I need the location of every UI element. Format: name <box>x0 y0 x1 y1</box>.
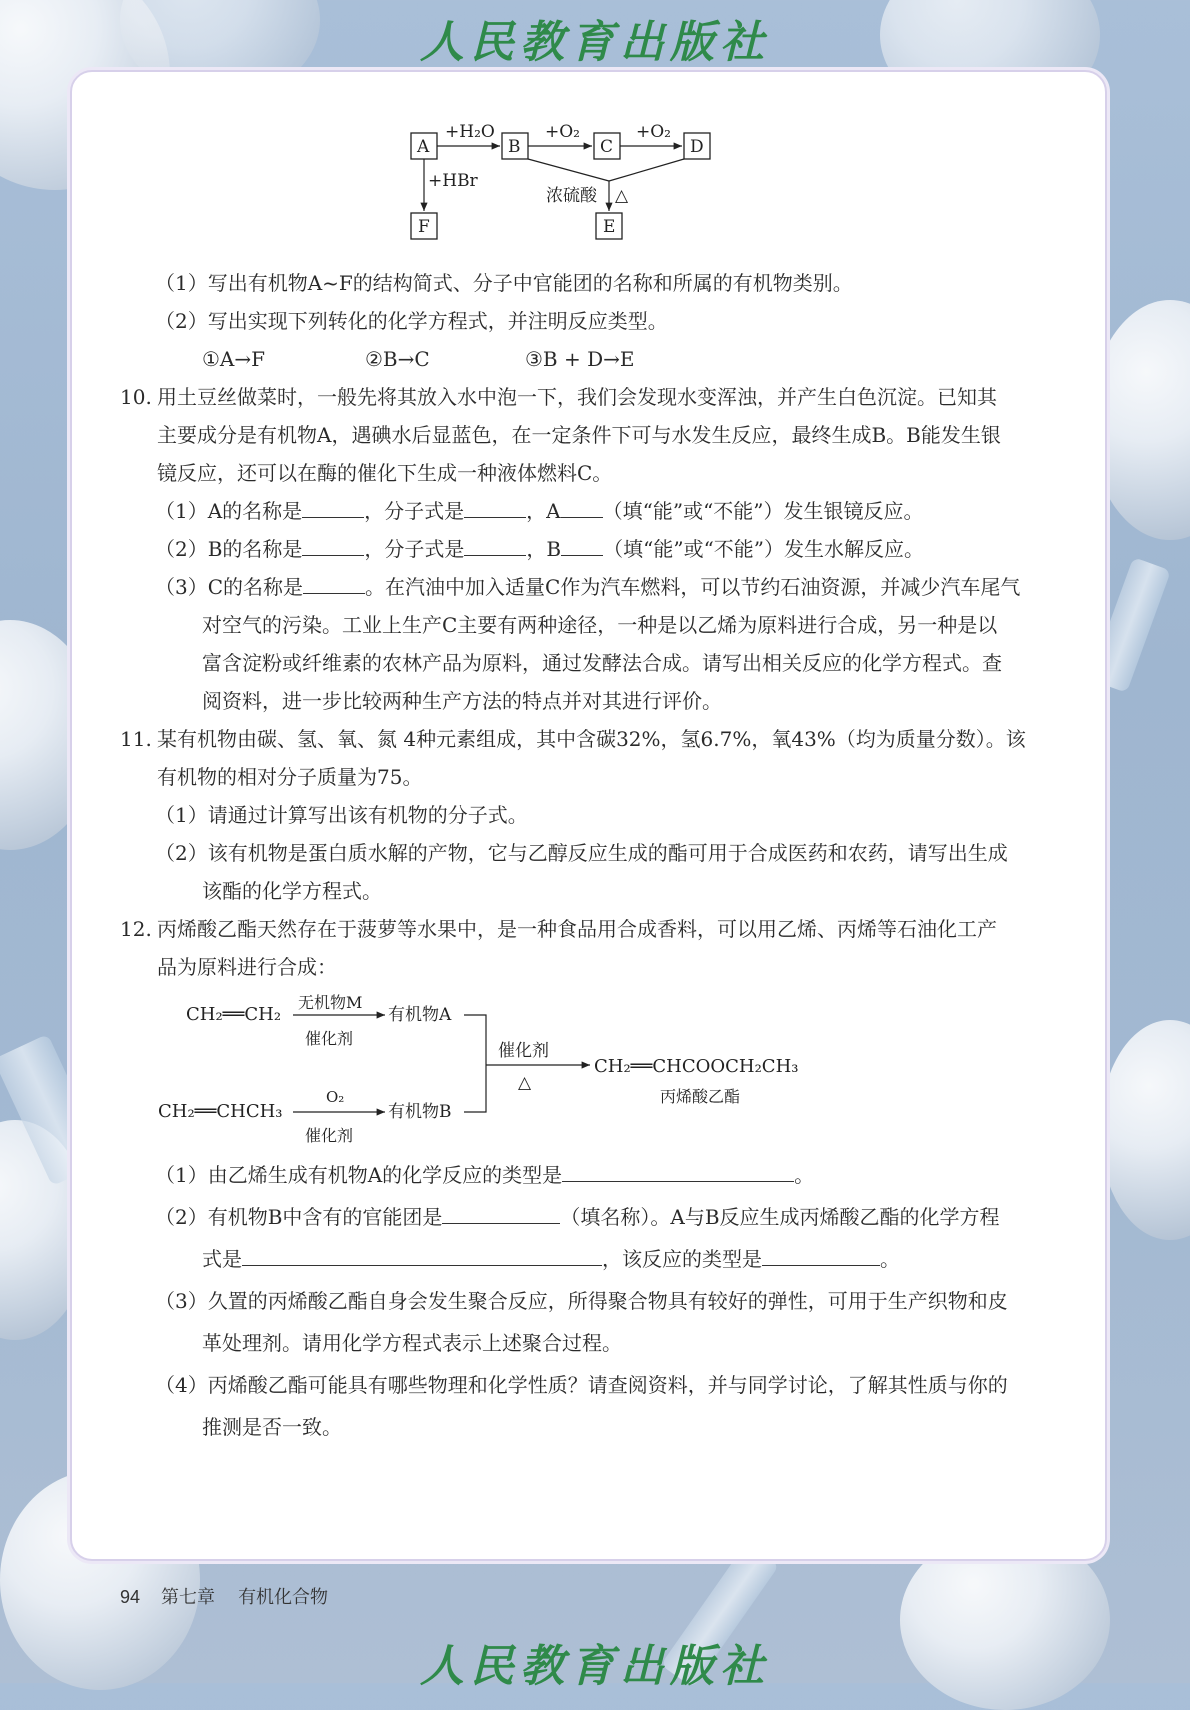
line-b-merge <box>528 159 609 181</box>
node-e-label: E <box>603 217 616 237</box>
q12-p2-text-a: （2）有机物B中含有的官能团是 <box>155 1205 443 1229</box>
publisher-logo: 人民教育出版社 <box>420 17 770 68</box>
reagent-m-label: 无机物M <box>298 993 363 1012</box>
q10-p3-text-a: （3）C的名称是 <box>155 575 304 599</box>
answer-blank[interactable] <box>442 1201 560 1224</box>
q12-p2-text-e: 。 <box>880 1247 900 1271</box>
q12-part3: （3）久置的丙烯酸乙酯自身会发生聚合反应，所得聚合物具有较好的弹性，可用于生产织物和皮 <box>155 1289 1008 1313</box>
chapter-title: 有机化合物 <box>238 1587 329 1607</box>
line-d-merge <box>609 159 684 181</box>
q11-part2: （2）该有机物是蛋白质水解的产物，它与乙醇反应生成的酯可用于合成医药和农药，请写出生成 <box>155 841 1008 865</box>
node-a-label: A <box>417 137 430 157</box>
catalyst-label-1: 催化剂 <box>305 1029 354 1048</box>
q12-p2-text-b: （填名称）。A与B反应生成丙烯酸乙酯的化学方程 <box>560 1205 1000 1229</box>
q10-p2-text-c: ，B <box>526 537 562 561</box>
node-c-label: C <box>600 137 614 157</box>
chapter-label: 第七章 <box>161 1587 216 1607</box>
answer-blank[interactable] <box>303 571 365 594</box>
q10-stem-line1: 用土豆丝做菜时，一般先将其放入水中泡一下，我们会发现水变浑浊，并产生白色沉淀。已知其 <box>157 385 997 409</box>
q12-part2-line2 <box>202 1240 900 1278</box>
q10-p2-text-b: ，分子式是 <box>364 537 465 561</box>
heat-symbol: △ <box>615 186 629 206</box>
answer-blank[interactable] <box>561 495 603 518</box>
q12-part3-line2: 革处理剂。请用化学方程式表示上述聚合过程。 <box>202 1331 622 1355</box>
q12-p1-text-a: （1）由乙烯生成有机物A的化学反应的类型是 <box>155 1163 563 1187</box>
node-b-label: B <box>508 137 521 157</box>
q9-item-3: ③B + D→E <box>525 347 635 371</box>
q10-p1-text-c: ，A <box>526 499 561 523</box>
q10-p2-text-a: （2）B的名称是 <box>155 537 303 561</box>
organic-b-label: 有机物B <box>388 1102 452 1122</box>
reagent-hbr: +HBr <box>428 171 478 191</box>
oxygen-label: O₂ <box>326 1088 345 1106</box>
q11-stem-line1: 某有机物由碳、氢、氧、氮 4种元素组成，其中含碳32%，氢6.7%，氧43%（均为质量分数）。该 <box>157 727 1026 751</box>
q11-part1: （1）请通过计算写出该有机物的分子式。 <box>155 803 528 827</box>
q10-p1-text-b: ，分子式是 <box>364 499 465 523</box>
q10-part3-line3: 富含淀粉或纤维素的农林产品为原料，通过发酵法合成。请写出相关反应的化学方程式。查 <box>202 651 1002 675</box>
node-f-label: F <box>418 217 430 237</box>
heat-symbol-2: △ <box>518 1073 532 1093</box>
q11-stem-line2: 有机物的相对分子质量为75。 <box>157 765 423 789</box>
q12-stem-line2: 品为原料进行合成： <box>157 955 337 979</box>
q11-part2-line2: 该酯的化学方程式。 <box>202 879 382 903</box>
page-number: 94 <box>120 1587 141 1607</box>
q10-stem-line3: 镜反应，还可以在酶的催化下生成一种液体燃料C。 <box>157 461 613 485</box>
q12-p1-text-b: 。 <box>794 1163 815 1187</box>
product-name: 丙烯酸乙酯 <box>660 1087 741 1106</box>
reagent-o2-2: +O₂ <box>636 122 671 142</box>
q9-part1: （1）写出有机物A~F的结构简式、分子中官能团的名称和所属的有机物类别。 <box>155 271 853 295</box>
q12-part2 <box>155 1198 1000 1236</box>
answer-blank[interactable] <box>302 533 364 556</box>
ethylene-formula: CH₂══CH₂ <box>186 1004 282 1025</box>
q10-stem-line2: 主要成分是有机物A，遇碘水后显蓝色，在一定条件下可与水发生反应，最终生成B。B能发生银 <box>157 423 1001 447</box>
answer-blank[interactable] <box>762 1243 880 1266</box>
q9-item-1: ①A→F <box>202 347 266 371</box>
catalyst-label-mid: 催化剂 <box>498 1041 549 1061</box>
answer-blank[interactable] <box>562 1159 794 1182</box>
synthesis-route-diagram <box>0 990 1190 1160</box>
q10-part3-line2: 对空气的污染。工业上生产C主要有两种途径，一种是以乙烯为原料进行合成，另一种是以 <box>202 613 998 637</box>
q12-number: 12. <box>120 917 152 941</box>
answer-blank[interactable] <box>464 533 526 556</box>
q10-part3-line4: 阅资料，进一步比较两种生产方法的特点并对其进行评价。 <box>202 689 722 713</box>
q12-p2-text-c: 式是 <box>202 1247 242 1271</box>
answer-blank[interactable] <box>302 495 364 518</box>
q11-number: 11. <box>120 727 152 751</box>
propene-formula: CH₂══CHCH₃ <box>158 1101 283 1122</box>
q10-number: 10. <box>120 385 152 409</box>
reagent-sulfuric-acid: 浓硫酸 <box>546 186 597 206</box>
q10-p2-text-d: （填“能”或“不能”）发生水解反应。 <box>603 537 925 561</box>
q12-part4-line2: 推测是否一致。 <box>202 1415 342 1439</box>
q10-p3-text-b: 。在汽油中加入适量C作为汽车燃料，可以节约石油资源，并减少汽车尾气 <box>365 575 1021 599</box>
q10-part2 <box>155 530 924 568</box>
page-footer <box>120 1583 328 1609</box>
organic-a-label: 有机物A <box>388 1005 452 1025</box>
q9-part2: （2）写出实现下列转化的化学方程式，并注明反应类型。 <box>155 309 668 333</box>
q12-p2-text-d: ，该反应的类型是 <box>602 1247 762 1271</box>
q10-part1 <box>155 492 924 530</box>
q12-stem-line1: 丙烯酸乙酯天然存在于菠萝等水果中，是一种食品用合成香料，可以用乙烯、丙烯等石油化工产 <box>157 917 997 941</box>
q12-part4: （4）丙烯酸乙酯可能具有哪些物理和化学性质？请查阅资料，并与同学讨论，了解其性质与你的 <box>155 1373 1008 1397</box>
q10-part3 <box>155 568 1020 606</box>
answer-blank[interactable] <box>561 533 603 556</box>
reagent-o2-1: +O₂ <box>545 122 580 142</box>
bracket-a <box>464 1015 486 1112</box>
product-formula: CH₂══CHCOOCH₂CH₃ <box>594 1056 799 1077</box>
q10-p1-text-a: （1）A的名称是 <box>155 499 303 523</box>
answer-blank[interactable] <box>464 495 526 518</box>
q9-item-2: ②B→C <box>365 347 430 371</box>
node-d-label: D <box>690 137 704 157</box>
publisher-logo-bottom: 人民教育出版社 <box>420 1641 770 1692</box>
answer-blank[interactable] <box>242 1243 602 1266</box>
q12-part1 <box>155 1156 814 1194</box>
catalyst-label-2: 催化剂 <box>305 1126 354 1145</box>
q10-p1-text-d: （填“能”或“不能”）发生银镜反应。 <box>602 499 924 523</box>
reagent-h2o: +H₂O <box>445 122 495 142</box>
